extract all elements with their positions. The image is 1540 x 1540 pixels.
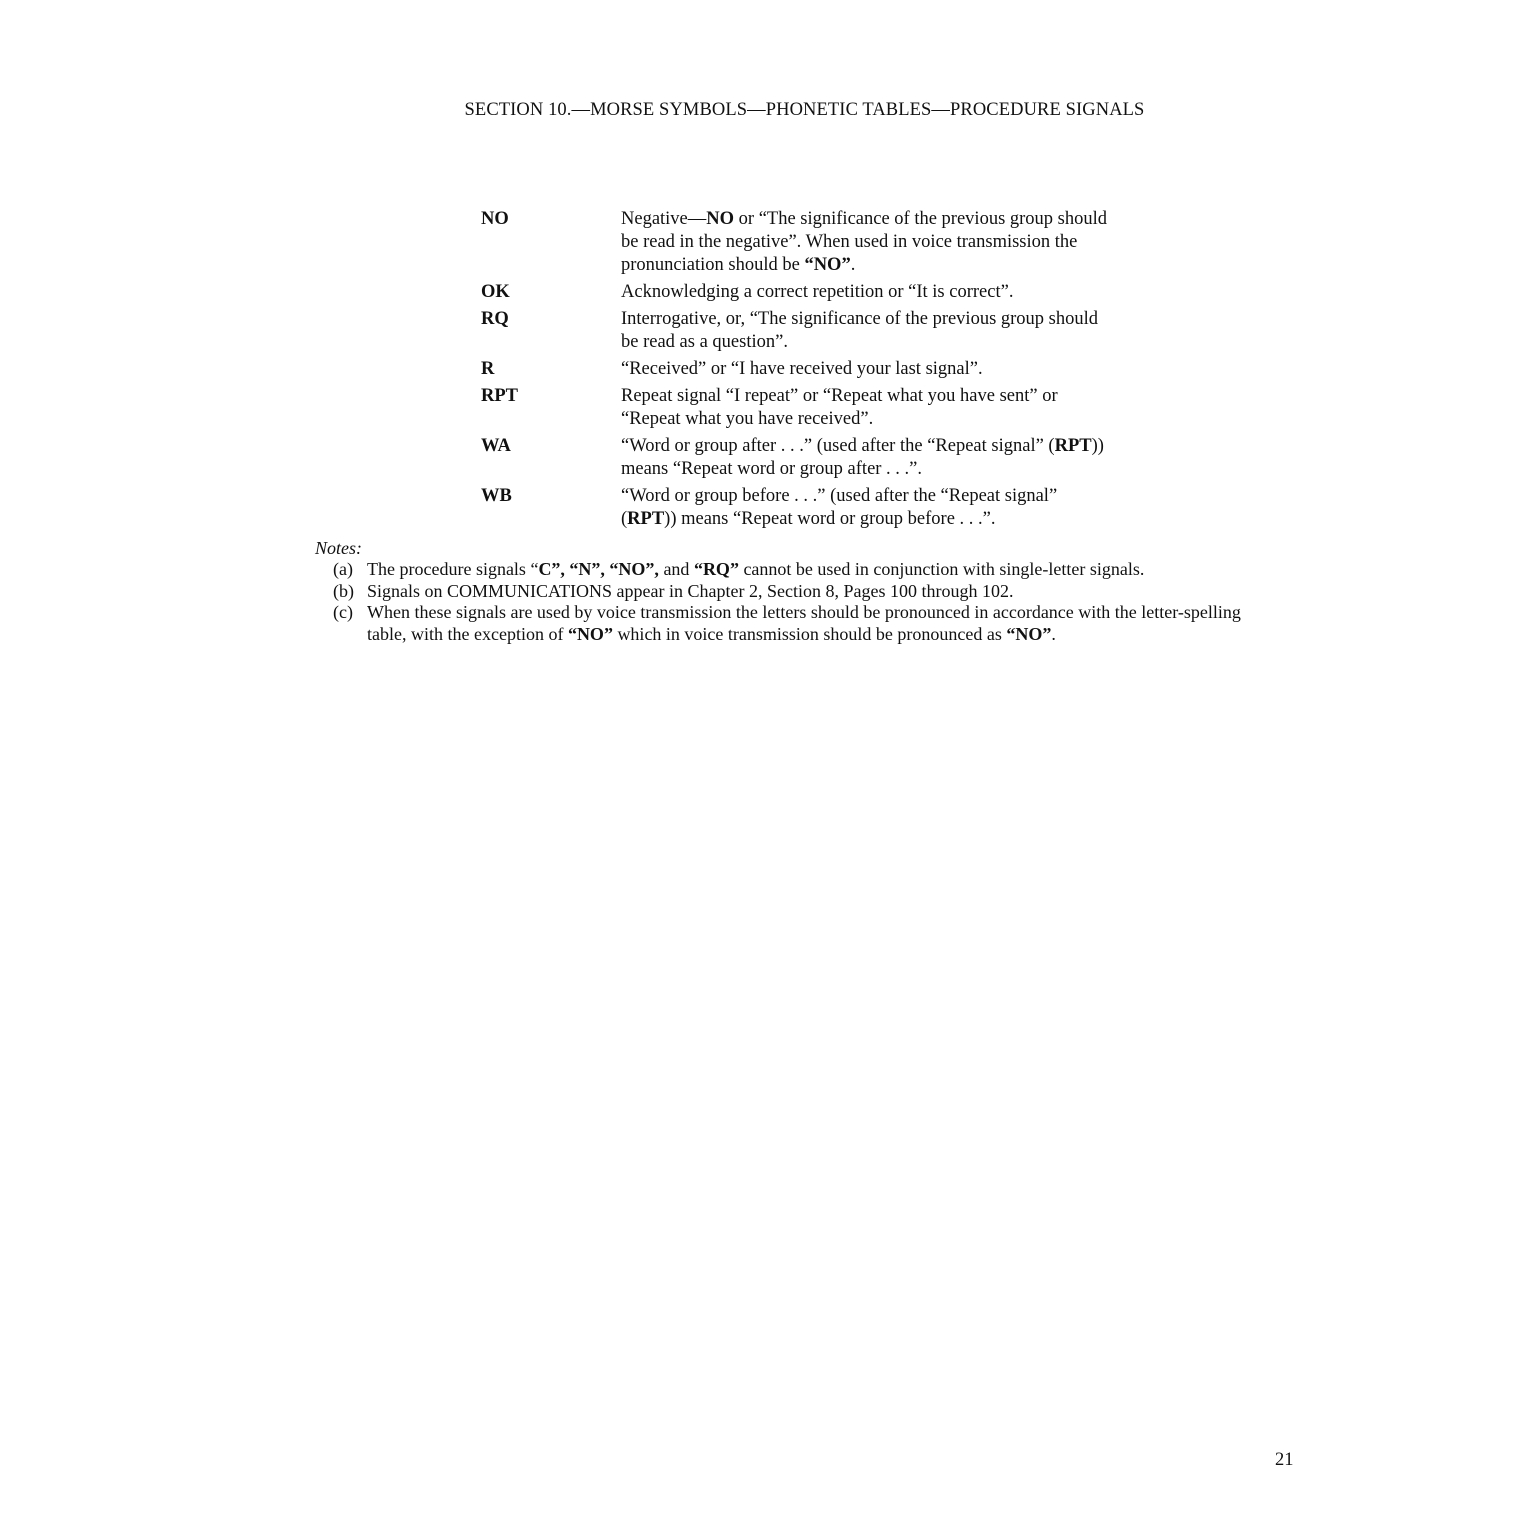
text: Acknowledging a correct repetition or “It is correct”. (621, 282, 1014, 302)
text: pronunciation should be (621, 255, 805, 275)
text: ( (621, 509, 628, 529)
text-line (621, 308, 1161, 331)
text: Repeat signal “I repeat” or “Repeat what you have sent” or (621, 386, 1058, 406)
signal-row (481, 308, 1181, 354)
bold-text: RPT (1054, 436, 1092, 456)
bold-text: “RQ” (693, 559, 739, 579)
signal-code: RQ (481, 309, 509, 329)
text-line (367, 602, 1315, 624)
text-line (621, 508, 1161, 531)
text-line (621, 208, 1161, 231)
text: be read in the negative”. When used in voice transmission the (621, 232, 1078, 252)
signal-meaning (621, 435, 1161, 481)
text: Signals on COMMUNICATIONS appear in Chapter 2, Section 8, Pages 100 through 102. (367, 580, 1014, 601)
text: or “The significance of the previous group should (734, 209, 1108, 229)
text-line (621, 231, 1161, 254)
text: be read as a question”. (621, 332, 788, 352)
signal-code: WB (481, 486, 512, 506)
text-line (621, 281, 1161, 304)
text: “Word or group after . . .” (used after the “Repeat signal” ( (621, 436, 1055, 456)
signal-code: RPT (481, 386, 518, 406)
signal-code: OK (481, 282, 510, 302)
text-line (367, 624, 1315, 646)
note-item (315, 559, 1315, 581)
signal-row (481, 358, 1181, 381)
page-number: 21 (1275, 1450, 1294, 1470)
note-label: (c) (333, 602, 353, 622)
signal-code: WA (481, 436, 511, 456)
text: )) means “Repeat word or group before . . .”. (664, 509, 996, 529)
notes-title: Notes: (315, 538, 362, 558)
bold-text: NO (706, 209, 735, 229)
text: “Repeat what you have received”. (621, 409, 874, 429)
note-text (367, 581, 1315, 603)
text: “Received” or “I have received your last signal”. (621, 359, 983, 379)
signal-meaning (621, 485, 1161, 531)
note-item (315, 602, 1315, 645)
text-line (621, 331, 1161, 354)
text-line (621, 254, 1161, 277)
bold-text: “NO” (804, 255, 851, 275)
signal-code: NO (481, 209, 509, 229)
bold-text: “NO” (1006, 623, 1052, 644)
notes-list (315, 559, 1315, 645)
bold-text: “NO” (567, 623, 613, 644)
signal-meaning (621, 208, 1161, 277)
note-item (315, 581, 1315, 603)
signal-meaning (621, 281, 1161, 304)
text: Negative— (621, 209, 707, 229)
bold-text: RPT (627, 509, 665, 529)
note-label: (a) (333, 559, 353, 579)
text-line (367, 581, 1315, 603)
text: When these signals are used by voice transmission the letters should be pronounced in accordance with the letter-spelling (367, 602, 1241, 622)
bold-text: C”, “N”, “NO”, (538, 559, 659, 579)
text: The procedure signals “ (367, 559, 539, 579)
signal-row (481, 485, 1181, 531)
signal-row (481, 281, 1181, 304)
note-text (367, 602, 1315, 645)
signal-row (481, 385, 1181, 431)
signal-row (481, 208, 1181, 277)
text-line (621, 385, 1161, 408)
text-line (621, 358, 1161, 381)
text: table, with the exception of (367, 623, 568, 644)
note-label: (b) (333, 580, 354, 601)
text: cannot be used in conjunction with single-letter signals. (738, 559, 1145, 579)
note-text (367, 559, 1315, 581)
signal-row (481, 435, 1181, 481)
signal-code: R (481, 359, 495, 379)
signal-meaning (621, 358, 1161, 381)
text: and (658, 559, 694, 579)
notes-section (315, 537, 1315, 645)
text: . (1051, 623, 1056, 644)
page-header: SECTION 10.—MORSE SYMBOLS—PHONETIC TABLES—PROCEDURE SIGNALS (464, 100, 1145, 120)
procedure-signals-list (481, 208, 1181, 535)
text-line (621, 485, 1161, 508)
text: )) (1091, 436, 1104, 456)
text-line (367, 559, 1315, 581)
text: “Word or group before . . .” (used after the “Repeat signal” (621, 486, 1058, 506)
text-line (621, 435, 1161, 458)
text: which in voice transmission should be pronounced as (612, 623, 1007, 644)
text: means “Repeat word or group after . . .”. (621, 459, 923, 479)
signal-meaning (621, 385, 1161, 431)
text-line (621, 458, 1161, 481)
text: . (850, 255, 856, 275)
signal-meaning (621, 308, 1161, 354)
text-line (621, 408, 1161, 431)
text: Interrogative, or, “The significance of the previous group should (621, 309, 1099, 329)
